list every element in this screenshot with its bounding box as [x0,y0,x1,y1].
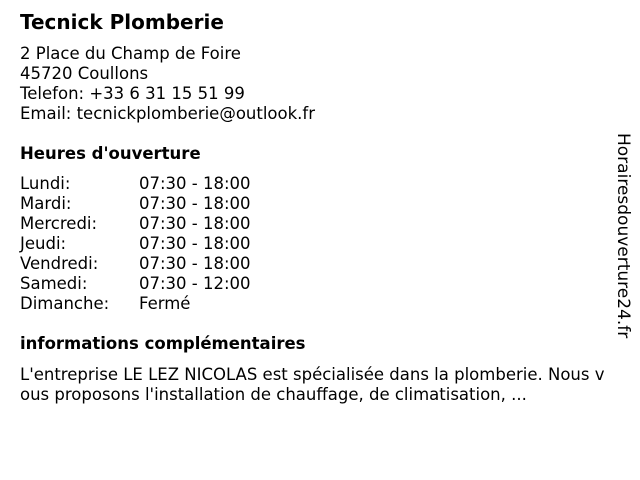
hours-day: Jeudi: [20,234,67,253]
opening-hours-heading: Heures d'ouverture [20,144,201,163]
hours-time: 07:30 - 18:00 [139,194,251,213]
hours-time: 07:30 - 18:00 [139,254,251,273]
hours-time: Fermé [139,294,191,313]
contact-block [20,44,315,124]
business-description: L'entreprise LE LEZ NICOLAS est spécialisée dans la plomberie. Nous vous proposons l'installation de chauffage, de climatisation, ... [20,365,605,404]
hours-day: Dimanche: [20,294,110,313]
address-city: 45720 Coullons [20,64,149,83]
site-watermark: Horairesdouverture24.fr [613,133,633,339]
hours-day: Vendredi: [20,254,99,273]
hours-time: 07:30 - 18:00 [139,214,251,233]
hours-time: 07:30 - 18:00 [139,234,251,253]
hours-day: Mardi: [20,194,72,213]
hours-day: Samedi: [20,274,88,293]
email-address: Email: tecnickplomberie@outlook.fr [20,104,316,123]
hours-time: 07:30 - 18:00 [139,174,251,193]
additional-info-heading: informations complémentaires [20,334,306,353]
business-name: Tecnick Plomberie [20,10,224,34]
phone-number: Telefon: +33 6 31 15 51 99 [20,84,245,103]
hours-day: Mercredi: [20,214,98,233]
hours-time: 07:30 - 12:00 [139,274,251,293]
hours-day: Lundi: [20,174,71,193]
address-street: 2 Place du Champ de Foire [20,44,241,63]
